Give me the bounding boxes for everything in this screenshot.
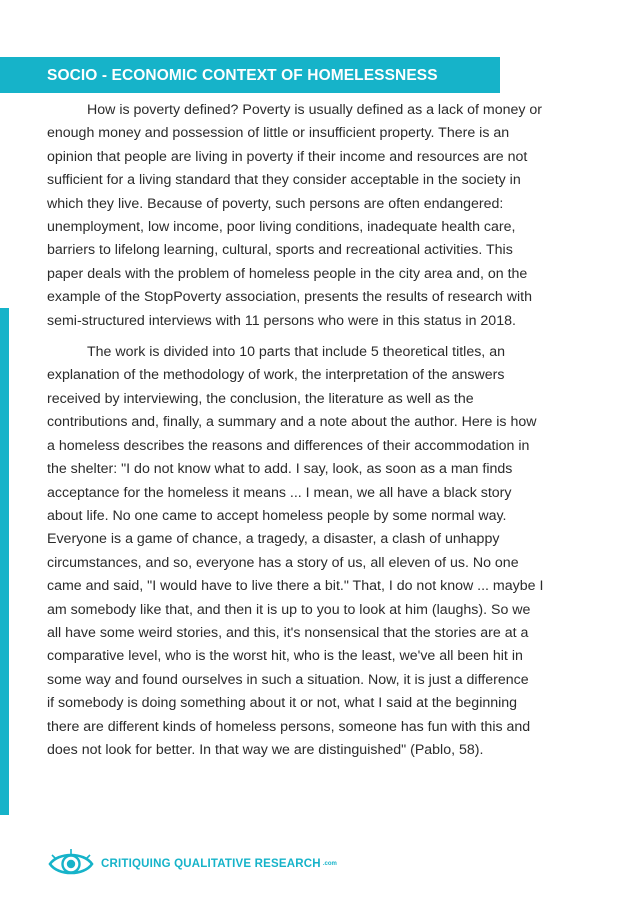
section-title: SOCIO - ECONOMIC CONTEXT OF HOMELESSNESS	[47, 67, 438, 84]
text-line: sufficient for a living standard that they consider acceptable in the society in	[47, 172, 521, 189]
text-line: about life. No one came to accept homeless people by some normal way.	[47, 507, 507, 524]
text-line: comparative level, who is the worst hit, who is the least, we've all been hit in	[47, 648, 523, 665]
text-line: a homeless describes the reasons and differences of their accommodation in	[47, 437, 530, 454]
text-line: all have some weird stories, and this, it's nonsensical that the stories are at a	[47, 624, 529, 641]
text-line: contributions and, finally, a summary and a note about the author. Here is how	[47, 414, 537, 431]
text-line: some way and found ourselves in such a situation. Now, it is just a difference	[47, 671, 529, 688]
text-line: if somebody is doing something about it or not, what I said at the beginning	[47, 695, 518, 712]
section-header-bar	[0, 57, 500, 93]
text-line: unemployment, low income, poor living conditions, inadequate health care,	[47, 219, 516, 236]
text-line: explanation of the methodology of work, the interpretation of the answers	[47, 367, 505, 384]
text-line: received by interviewing, the conclusion, the literature as well as the	[47, 390, 474, 407]
text-line: Everyone is a game of chance, a tragedy, a disaster, a clash of unhappy	[47, 531, 500, 548]
text-line: there are different kinds of homeless persons, someone has fun with this and	[47, 718, 531, 735]
text-line: does not look for better. In that way we are distinguished" (Pablo, 58).	[47, 741, 484, 758]
eye-logo-icon	[47, 846, 95, 882]
text-line: am somebody like that, and then it is up to you to look at him (laughs). So we	[47, 601, 531, 618]
text-line: enough money and possession of little or insufficient property. There is an	[47, 125, 510, 142]
text-line: How is poverty defined? Poverty is usually defined as a lack of money or	[87, 102, 543, 118]
paragraph-2	[47, 341, 595, 762]
text-line: The work is divided into 10 parts that include 5 theoretical titles, an	[87, 344, 505, 361]
text-line: the shelter: "I do not know what to add. I say, look, as soon as a man finds	[47, 461, 513, 478]
text-line: barriers to lifelong learning, cultural, sports and recreational activities. This	[47, 242, 513, 259]
footer-brand[interactable]	[47, 846, 337, 882]
text-line: acceptance for the homeless it means ... I mean, we all have a black story	[47, 484, 512, 501]
left-accent-bar	[0, 308, 9, 815]
text-line: circumstances, and so, everyone has a story of us, all eleven of us. No one	[47, 554, 519, 571]
text-line: which they live. Because of poverty, such persons are often endangered:	[47, 195, 504, 212]
text-line: paper deals with the problem of homeless people in the city area and, on the	[47, 265, 528, 282]
text-line: came and said, "I would have to live there a bit." That, I do not know ... maybe I	[47, 578, 544, 595]
footer-brand-suffix: .com	[322, 861, 337, 867]
footer-brand-name: CRITIQUING QUALITATIVE RESEARCH	[101, 858, 321, 870]
text-line: example of the StopPoverty association, presents the results of research with	[47, 289, 532, 306]
body-text	[47, 99, 595, 762]
text-line: semi-structured interviews with 11 persons who were in this status in 2018.	[47, 312, 516, 329]
text-line: opinion that people are living in poverty if their income and resources are not	[47, 148, 528, 165]
paragraph-1	[47, 99, 595, 333]
